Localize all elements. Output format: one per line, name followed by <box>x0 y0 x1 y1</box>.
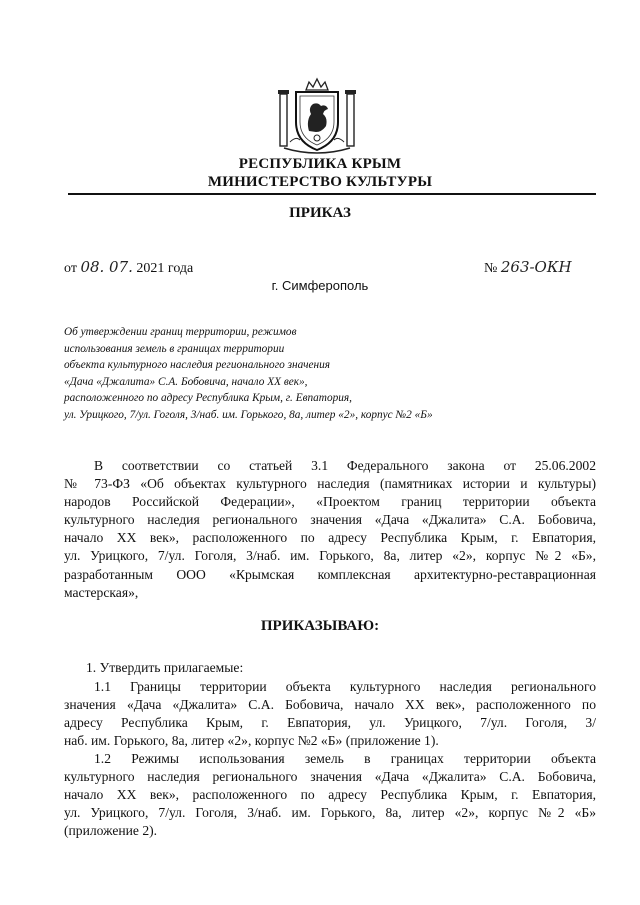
document-type: ПРИКАЗ <box>289 205 351 221</box>
subject-line: Об утверждении границ территории, режимов <box>64 326 297 338</box>
item-line: начало XX век», расположенного по адресу Республика Крым, г. Евпатория, <box>64 787 596 803</box>
date-handwritten: 08. 07. <box>80 258 133 276</box>
crimea-coat-of-arms-icon <box>276 76 358 156</box>
preamble-line: культурного наследия регионального значения «Дача «Джалита» С.А. Бобовича, <box>64 512 596 528</box>
document-date <box>64 258 193 277</box>
order-heading: ПРИКАЗЫВАЮ: <box>260 618 380 634</box>
item-line: (приложение 2). <box>64 823 158 839</box>
subject-line: «Дача «Джалита» С.А. Бобовича, начало XX век», <box>64 375 308 388</box>
header-divider <box>68 193 596 195</box>
subject-line: использования земель в границах территории <box>64 342 285 355</box>
date-year: 2021 года <box>136 261 194 276</box>
preamble-line: разработанным ООО «Крымская комплексная архитектурно-реставрационная <box>64 566 596 582</box>
preamble-line: ул. Урицкого, 7/ул. Гоголя, 3/наб. им. Горького, 8а, литер «2», корпус №2 «Б», <box>64 548 596 564</box>
item-line: ул. Урицкого, 7/ул. Гоголя, 3/наб. им. Горького, 8а, литер «2», корпус №2 «Б» <box>64 805 596 821</box>
preamble-line: народов Российской Федерации», «Проектом границ территории объекта <box>64 494 596 510</box>
item-line: наб. им. Горького, 8а, литер «2», корпус №2 «Б» (приложение 1). <box>64 733 439 749</box>
subject-line: объекта культурного наследия регионального значения <box>64 359 331 372</box>
preamble-line: № 73-ФЗ «Об объектах культурного наследия (памятниках истории и культуры) <box>64 476 596 492</box>
republic-title: РЕСПУБЛИКА КРЫМ <box>238 156 402 172</box>
preamble-line: мастерская», <box>64 584 139 600</box>
number-handwritten: 263-ОКН <box>500 258 572 276</box>
item-line: 1.1 Границы территории объекта культурного наследия регионального <box>94 679 596 694</box>
item-line: 1.2 Режимы использования земель в границах территории объекта <box>94 751 596 766</box>
item-line: адресу Республика Крым, г. Евпатория, ул. Урицкого, 7/ул. Гоголя, 3/ <box>64 715 596 731</box>
order-item-1-2 <box>64 750 596 840</box>
document-number <box>484 258 572 277</box>
order-item-1-1 <box>64 678 596 750</box>
document-city: г. Симферополь <box>271 278 369 293</box>
order-item-1: 1. Утвердить прилагаемые: <box>86 660 244 675</box>
subject-line: ул. Урицкого, 7/ул. Гоголя, 3/наб. им. Горького, 8а, литер «2», корпус №2 «Б» <box>64 408 433 421</box>
preamble-line: В соответствии со статьей 3.1 Федерального закона от 25.06.2002 <box>94 458 596 473</box>
preamble-line: начало XX век», расположенного по адресу Республика Крым, г. Евпатория, <box>64 530 596 546</box>
item-line: культурного наследия регионального значения «Дача «Джалита» С.А. Бобовича, <box>64 769 596 785</box>
subject-line: расположенного по адресу Республика Крым, г. Евпатория, <box>64 392 352 405</box>
item-line: значения «Дача «Джалита» С.А. Бобовича, начало XX век», расположенного по <box>64 697 596 713</box>
number-prefix: № <box>484 261 498 276</box>
ministry-title: МИНИСТЕРСТВО КУЛЬТУРЫ <box>207 174 433 190</box>
date-prefix: от <box>64 261 77 276</box>
document-subject <box>64 324 544 424</box>
preamble-paragraph <box>64 457 596 602</box>
